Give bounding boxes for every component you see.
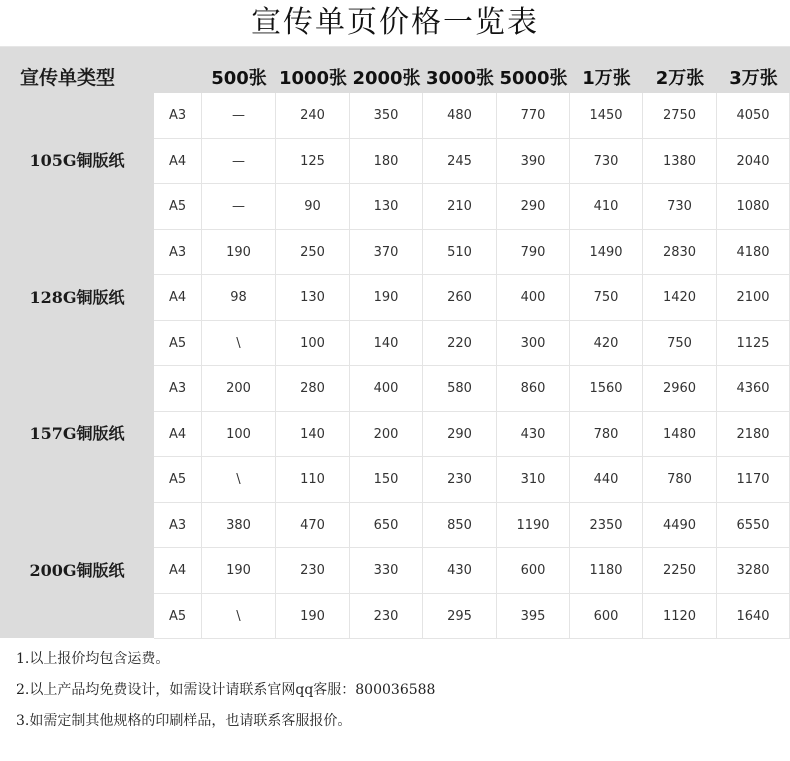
price-cell: 290 [423, 412, 497, 457]
price-cell: 300 [497, 321, 570, 366]
price-cell: 420 [570, 321, 643, 366]
price-cell: 180 [350, 139, 423, 184]
quantity-header: 3万张 [729, 68, 778, 89]
size-cell: A5 [154, 594, 202, 639]
price-cell: 3280 [717, 548, 790, 594]
price-cell: 400 [350, 366, 423, 412]
size-cell: A3 [154, 503, 202, 548]
price-cell: — [202, 139, 276, 184]
price-cell: 2250 [643, 548, 717, 594]
size-cell: A4 [154, 412, 202, 457]
price-table [0, 46, 790, 638]
price-cell: 150 [350, 457, 423, 503]
price-cell: 240 [276, 93, 350, 139]
size-cell: A4 [154, 548, 202, 594]
note-line: 2.以上产品均免费设计，如需设计请联系官网qq客服：800036588 [16, 682, 436, 698]
size-cell: A5 [154, 457, 202, 503]
price-cell: 140 [350, 321, 423, 366]
size-cell: A5 [154, 184, 202, 230]
price-cell: 100 [202, 412, 276, 457]
price-cell: 770 [497, 93, 570, 139]
price-grid [154, 93, 790, 638]
paper-type-label: 105G铜版纸 [29, 151, 125, 170]
price-cell: 780 [643, 457, 717, 503]
price-cell: 370 [350, 230, 423, 275]
price-cell: 730 [643, 184, 717, 230]
price-cell: 110 [276, 457, 350, 503]
price-cell: 310 [497, 457, 570, 503]
note-line: 3.如需定制其他规格的印刷样品，也请联系客服报价。 [16, 713, 352, 729]
price-cell: 395 [497, 594, 570, 639]
price-cell: 2350 [570, 503, 643, 548]
price-cell: 2960 [643, 366, 717, 412]
price-cell: 230 [276, 548, 350, 594]
note-line: 1.以上报价均包含运费。 [16, 651, 170, 667]
price-cell: 750 [570, 275, 643, 321]
price-cell: 140 [276, 412, 350, 457]
price-cell: 250 [276, 230, 350, 275]
size-cell: A5 [154, 321, 202, 366]
price-cell: 650 [350, 503, 423, 548]
paper-type-label: 157G铜版纸 [29, 424, 125, 443]
price-cell: 125 [276, 139, 350, 184]
price-cell: 130 [276, 275, 350, 321]
price-cell: 730 [570, 139, 643, 184]
size-cell: A4 [154, 275, 202, 321]
type-column-header: 宣传单类型 [20, 67, 116, 89]
size-cell: A3 [154, 93, 202, 139]
price-cell: 280 [276, 366, 350, 412]
price-cell: 2750 [643, 93, 717, 139]
price-cell: 6550 [717, 503, 790, 548]
price-cell: 2040 [717, 139, 790, 184]
price-cell: 440 [570, 457, 643, 503]
price-cell: 2100 [717, 275, 790, 321]
price-cell: 1170 [717, 457, 790, 503]
price-cell: 580 [423, 366, 497, 412]
price-cell: \ [202, 594, 276, 639]
quantity-header: 2万张 [655, 68, 705, 89]
table-header-row [0, 47, 790, 92]
price-cell: 4490 [643, 503, 717, 548]
price-cell: 430 [423, 548, 497, 594]
price-cell: 330 [350, 548, 423, 594]
price-cell: 1420 [643, 275, 717, 321]
price-cell: 98 [202, 275, 276, 321]
price-cell: 430 [497, 412, 570, 457]
price-cell: 190 [276, 594, 350, 639]
price-cell: \ [202, 321, 276, 366]
price-cell: 410 [570, 184, 643, 230]
price-cell: 470 [276, 503, 350, 548]
quantity-header: 500张 [211, 68, 267, 89]
price-cell: 750 [643, 321, 717, 366]
price-cell: 290 [497, 184, 570, 230]
price-cell: 4360 [717, 366, 790, 412]
price-cell: 350 [350, 93, 423, 139]
price-cell: 2830 [643, 230, 717, 275]
price-cell: — [202, 184, 276, 230]
price-cell: 230 [350, 594, 423, 639]
price-cell: \ [202, 457, 276, 503]
price-cell: 1480 [643, 412, 717, 457]
price-cell: 1180 [570, 548, 643, 594]
quantity-header: 1万张 [582, 68, 631, 89]
price-cell: 190 [202, 230, 276, 275]
quantity-header: 2000张 [352, 68, 421, 89]
price-cell: 130 [350, 184, 423, 230]
price-cell: 4050 [717, 93, 790, 139]
price-cell: 190 [202, 548, 276, 594]
price-cell: 600 [497, 548, 570, 594]
size-cell: A4 [154, 139, 202, 184]
quantity-header: 1000张 [278, 68, 348, 89]
price-cell: 790 [497, 230, 570, 275]
price-cell: 850 [423, 503, 497, 548]
paper-type-label: 128G铜版纸 [29, 287, 125, 307]
price-cell: 1125 [717, 321, 790, 366]
price-cell: 200 [350, 412, 423, 457]
price-cell: 510 [423, 230, 497, 275]
price-cell: 210 [423, 184, 497, 230]
price-cell: 380 [202, 503, 276, 548]
price-cell: 480 [423, 93, 497, 139]
price-cell: 400 [497, 275, 570, 321]
price-cell: 860 [497, 366, 570, 412]
size-cell: A3 [154, 230, 202, 275]
price-cell: 295 [423, 594, 497, 639]
price-cell: 220 [423, 321, 497, 366]
price-cell: 90 [276, 184, 350, 230]
price-cell: 100 [276, 321, 350, 366]
page-title: 宣传单页价格一览表 [0, 0, 790, 46]
price-cell: 1450 [570, 93, 643, 139]
price-cell: 780 [570, 412, 643, 457]
price-cell: 1380 [643, 139, 717, 184]
price-cell: 600 [570, 594, 643, 639]
price-cell: 230 [423, 457, 497, 503]
price-cell: 1490 [570, 230, 643, 275]
price-cell: 200 [202, 366, 276, 412]
price-cell: 1080 [717, 184, 790, 230]
price-cell: 1190 [497, 503, 570, 548]
price-cell: 390 [497, 139, 570, 184]
price-cell: 260 [423, 275, 497, 321]
price-cell: 245 [423, 139, 497, 184]
price-cell: 2180 [717, 412, 790, 457]
quantity-header: 5000张 [499, 68, 568, 89]
price-cell: 4180 [717, 230, 790, 275]
size-cell: A3 [154, 366, 202, 412]
price-cell: 1640 [717, 594, 790, 639]
notes-section [16, 644, 776, 737]
price-cell: 190 [350, 275, 423, 321]
price-cell: — [202, 93, 276, 139]
price-cell: 1560 [570, 366, 643, 412]
paper-type-label: 200G铜版纸 [29, 560, 125, 580]
quantity-header: 3000张 [425, 68, 495, 89]
price-cell: 1120 [643, 594, 717, 639]
